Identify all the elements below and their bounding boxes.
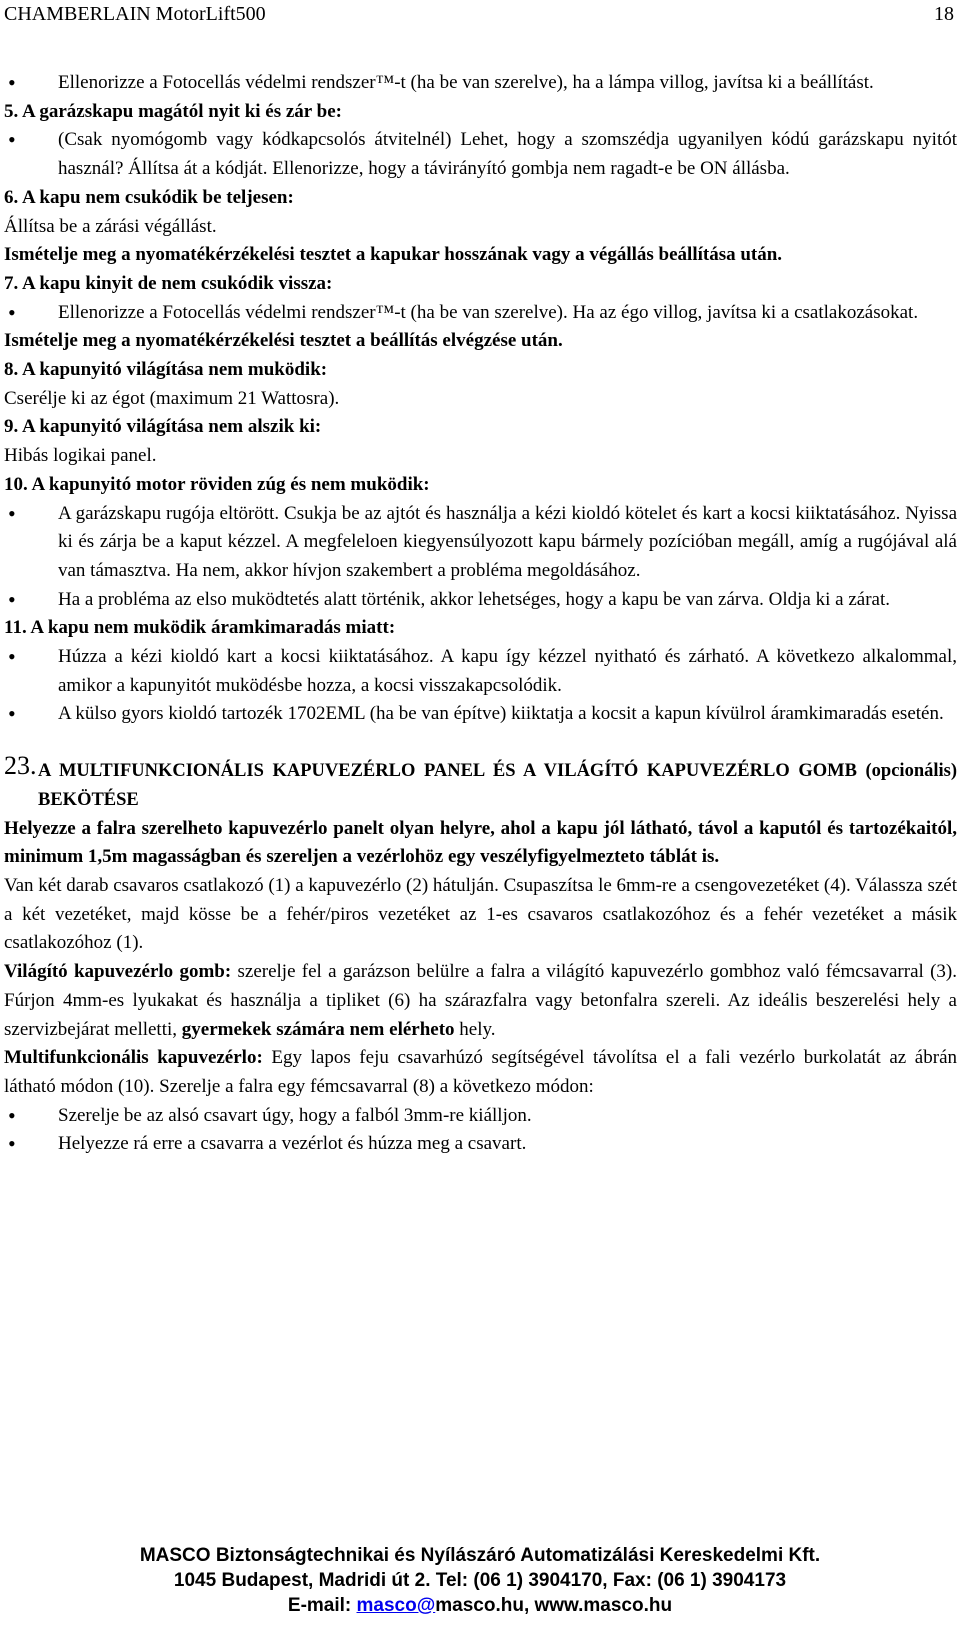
section-heading-11: 11. A kapu nem muködik áramkimaradás miatt: xyxy=(4,617,396,639)
page-header xyxy=(4,0,954,28)
paragraph-text-end: hely. xyxy=(454,1018,496,1040)
paragraph-text: szerelje fel a garázson belülre a falra a világító kapuvezérlo gombhoz való fémcsavarral (3). Fúrjon 4mm-es lyukakat és használja a tipliket (6) ha szárazfalra vagy betonfalra szereli. Az ideális beszerelési hely a szervizbejárat melletti, xyxy=(4,961,957,1040)
bullet-item: • Ha a probléma az elso muködtetés alatt történik, akkor lehetséges, hogy a kapu be van zárva. Oldja ki a zárat. xyxy=(4,586,957,615)
footer-company: MASCO Biztonságtechnikai és Nyílászáró Automatizálási Kereskedelmi Kft. xyxy=(139,1545,821,1566)
page-footer xyxy=(0,1543,960,1618)
paragraph-text: Egy lapos feju csavarhúzó segítségével távolítsa el a fali vezérlo burkolatát az ábrán látható módon (10). Szerelje a falra egy fémcsavarral (8) a következo módon: xyxy=(4,1047,957,1097)
section-heading-10: 10. A kapunyitó motor röviden zúg és nem muködik: xyxy=(4,473,430,495)
emphasis-text: gyermekek számára nem elérheto xyxy=(181,1018,455,1040)
bullet-item: • Ellenorizze a Fotocellás védelmi rendszer™-t (ha be van szerelve). Ha az égo villog, javítsa ki a csatlakozásokat. xyxy=(4,299,957,328)
bullet-item: • (Csak nyomógomb vagy kódkapcsolós átvitelnél) Lehet, hogy a szomszédja ugyanilyen kódú garázskapu nyitót használ? Állítsa át a kódját. Ellenorizze, hogy a távirányító gombja nem ragadt-e be ON állásba. xyxy=(4,126,957,183)
bullet-item: • Helyezze rá erre a csavarra a vezérlot és húzza meg a csavart. xyxy=(4,1130,957,1159)
footer-contact xyxy=(0,1593,960,1618)
bullet-item: • A garázskapu rugója eltörött. Csukja be az ajtót és használja a kézi kioldó kötelet és kart a kocsi kiiktatásához. Nyissa ki és zárja be a kaput kézzel. A megfeleloen kiegyensúlyozott kapu bármely pozícióban megáll, amíg a rugójával alá van támasztva. Ha nem, akkor hívjon szakembert a probléma megoldásához. xyxy=(4,500,957,586)
bullet-item: • Húzza a kézi kioldó kart a kocsi kiiktatásához. A kapu így kézzel nyitható és zárható. A következo alkalommal, amikor a kapunyitót muködésbe hozza, a kocsi visszakapcsolódik. xyxy=(4,643,957,700)
bullet-item: • Ellenorizze a Fotocellás védelmi rendszer™-t (ha be van szerelve), ha a lámpa villog, javítsa ki a beállítást. xyxy=(4,69,957,98)
contact-rest: masco.hu, www.masco.hu xyxy=(435,1595,673,1616)
section-heading-8: 8. A kapunyitó világítása nem muködik: xyxy=(4,359,328,381)
paragraph-multifunction-panel xyxy=(4,1044,957,1101)
section-23-heading xyxy=(4,751,957,814)
footer-address: 1045 Budapest, Madridi út 2. Tel: (06 1) 3904170, Fax: (06 1) 3904173 xyxy=(173,1570,787,1591)
section-heading-6: 6. A kapu nem csukódik be teljesen: xyxy=(4,186,294,208)
paragraph: Cserélje ki az égot (maximum 21 Wattosra). xyxy=(4,387,340,409)
bullet-item: • A külso gyors kioldó tartozék 1702EML (ha be van építve) kiiktatja a kocsit a kapun kívülrol áramkimaradás esetén. xyxy=(4,700,957,729)
header-title: CHAMBERLAIN MotorLift500 xyxy=(4,3,266,25)
paragraph-bold: Ismételje meg a nyomatékérzékelési tesztet a kapukar hosszának vagy a végállás beállítása után. xyxy=(4,244,783,266)
paragraph-bold: Helyezze a falra szerelheto kapuvezérlo panelt olyan helyre, ahol a kapu jól látható, távol a kaputól és tartozékaitól, minimum 1,5m magasságban és szereljen a vezérlohöz egy veszélyfigyelmezteto táblát is. xyxy=(4,817,957,868)
page-number: 18 xyxy=(934,3,954,25)
lead-text: Világító kapuvezérlo gomb: xyxy=(4,961,232,983)
email-label: E-mail: xyxy=(287,1595,357,1616)
section-heading-9: 9. A kapunyitó világítása nem alszik ki: xyxy=(4,416,322,438)
section-heading-5: 5. A garázskapu magától nyit ki és zár be: xyxy=(4,100,342,122)
page-content xyxy=(4,69,957,1159)
paragraph: Hibás logikai panel. xyxy=(4,445,157,467)
paragraph-lighted-button xyxy=(4,958,957,1044)
bullet-item: • Szerelje be az alsó csavart úgy, hogy a falból 3mm-re kiálljon. xyxy=(4,1102,957,1131)
section-number: 23. xyxy=(4,751,37,781)
lead-text: Multifunkcionális kapuvezérlo: xyxy=(4,1047,263,1069)
paragraph: Állítsa be a zárási végállást. xyxy=(4,215,217,237)
paragraph-bold: Ismételje meg a nyomatékérzékelési tesztet a beállítás elvégzése után. xyxy=(4,330,563,352)
section-title: A MULTIFUNKCIONÁLIS KAPUVEZÉRLO PANEL ÉS A VILÁGÍTÓ KAPUVEZÉRLO GOMB (opcionális) BEKÖTÉSE xyxy=(38,761,957,810)
paragraph: Van két darab csavaros csatlakozó (1) a kapuvezérlo (2) hátulján. Csupaszítsa le 6mm-re a csengovezetéket (4). Válassza szét a két vezetéket, majd kösse be a fehér/piros vezetéket az 1-es csavaros csatlakozóhoz és a fehér vezetéket a másik csatlakozóhoz (1). xyxy=(4,874,957,954)
section-heading-7: 7. A kapu kinyit de nem csukódik vissza: xyxy=(4,272,333,294)
email-link[interactable]: masco@ xyxy=(356,1595,436,1616)
